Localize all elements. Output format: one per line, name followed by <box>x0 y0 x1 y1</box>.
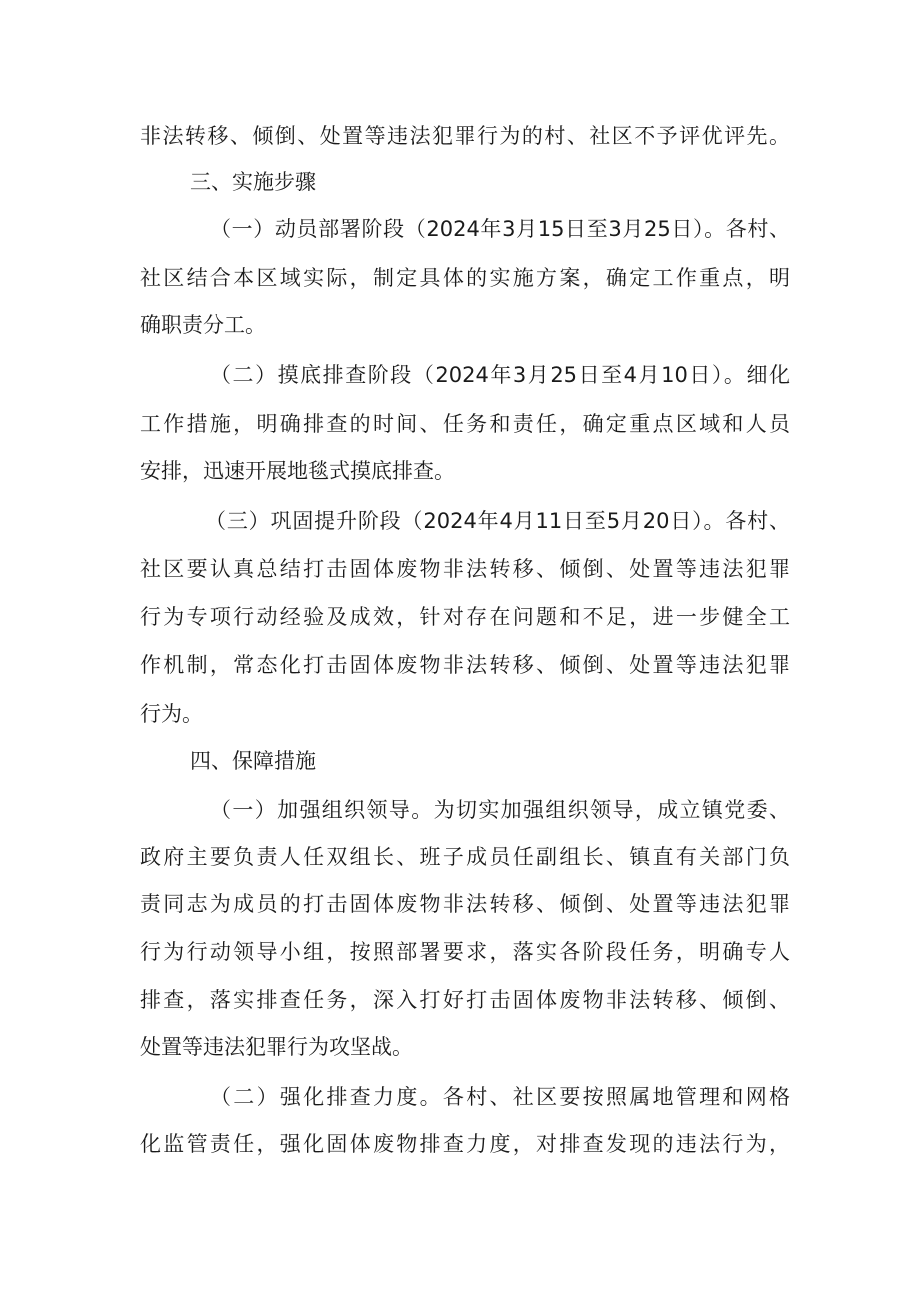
paragraph-line: 政府主要负责人任双组长、班子成员任副组长、镇直有关部门负 <box>140 845 790 869</box>
paragraph-line: （一）加强组织领导。为切实加强组织领导，成立镇党委、 <box>210 798 790 822</box>
paragraph-line: 确职责分工。 <box>140 313 266 337</box>
paragraph-line: 化监管责任，强化固体废物排查力度，对排查发现的违法行为， <box>140 1132 790 1156</box>
paragraph-line: 行为专项行动经验及成效，针对存在问题和不足，进一步健全工 <box>140 605 790 629</box>
paragraph-line: 责同志为成员的打击固体废物非法转移、倾倒、处置等违法犯罪 <box>140 892 790 916</box>
paragraph-line: 社区结合本区域实际，制定具体的实施方案，确定工作重点，明 <box>140 266 790 290</box>
paragraph-line: 行为行动领导小组，按照部署要求，落实各阶段任务，明确专人 <box>140 940 790 964</box>
paragraph-line: 行为。 <box>140 702 203 726</box>
paragraph-line: （三）巩固提升阶段（2024年4月11日至5月20日）。各村、 <box>205 509 790 533</box>
paragraph-line: 安排，迅速开展地毯式摸底排查。 <box>140 459 455 483</box>
section-heading: 四、保障措施 <box>190 749 316 773</box>
paragraph-line: （二）强化排查力度。各村、社区要按照属地管理和网格 <box>210 1085 790 1109</box>
paragraph-line: 处置等违法犯罪行为攻坚战。 <box>140 1035 413 1059</box>
paragraph-line: 社区要认真总结打击固体废物非法转移、倾倒、处置等违法犯罪 <box>140 557 790 581</box>
paragraph-line: 作机制，常态化打击固体废物非法转移、倾倒、处置等违法犯罪 <box>140 653 790 677</box>
paragraph-line: （一）动员部署阶段（2024年3月15日至3月25日）。各村、 <box>210 217 790 241</box>
section-heading: 三、实施步骤 <box>190 170 316 194</box>
paragraph-line: 工作措施，明确排查的时间、任务和责任，确定重点区域和人员 <box>140 412 790 436</box>
paragraph-line: （二）摸底排查阶段（2024年3月25日至4月10日）。细化 <box>210 363 790 387</box>
paragraph-line: 非法转移、倾倒、处置等违法犯罪行为的村、社区不予评优评先。 <box>140 124 790 148</box>
paragraph-line: 排查，落实排查任务，深入打好打击固体废物非法转移、倾倒、 <box>140 988 790 1012</box>
